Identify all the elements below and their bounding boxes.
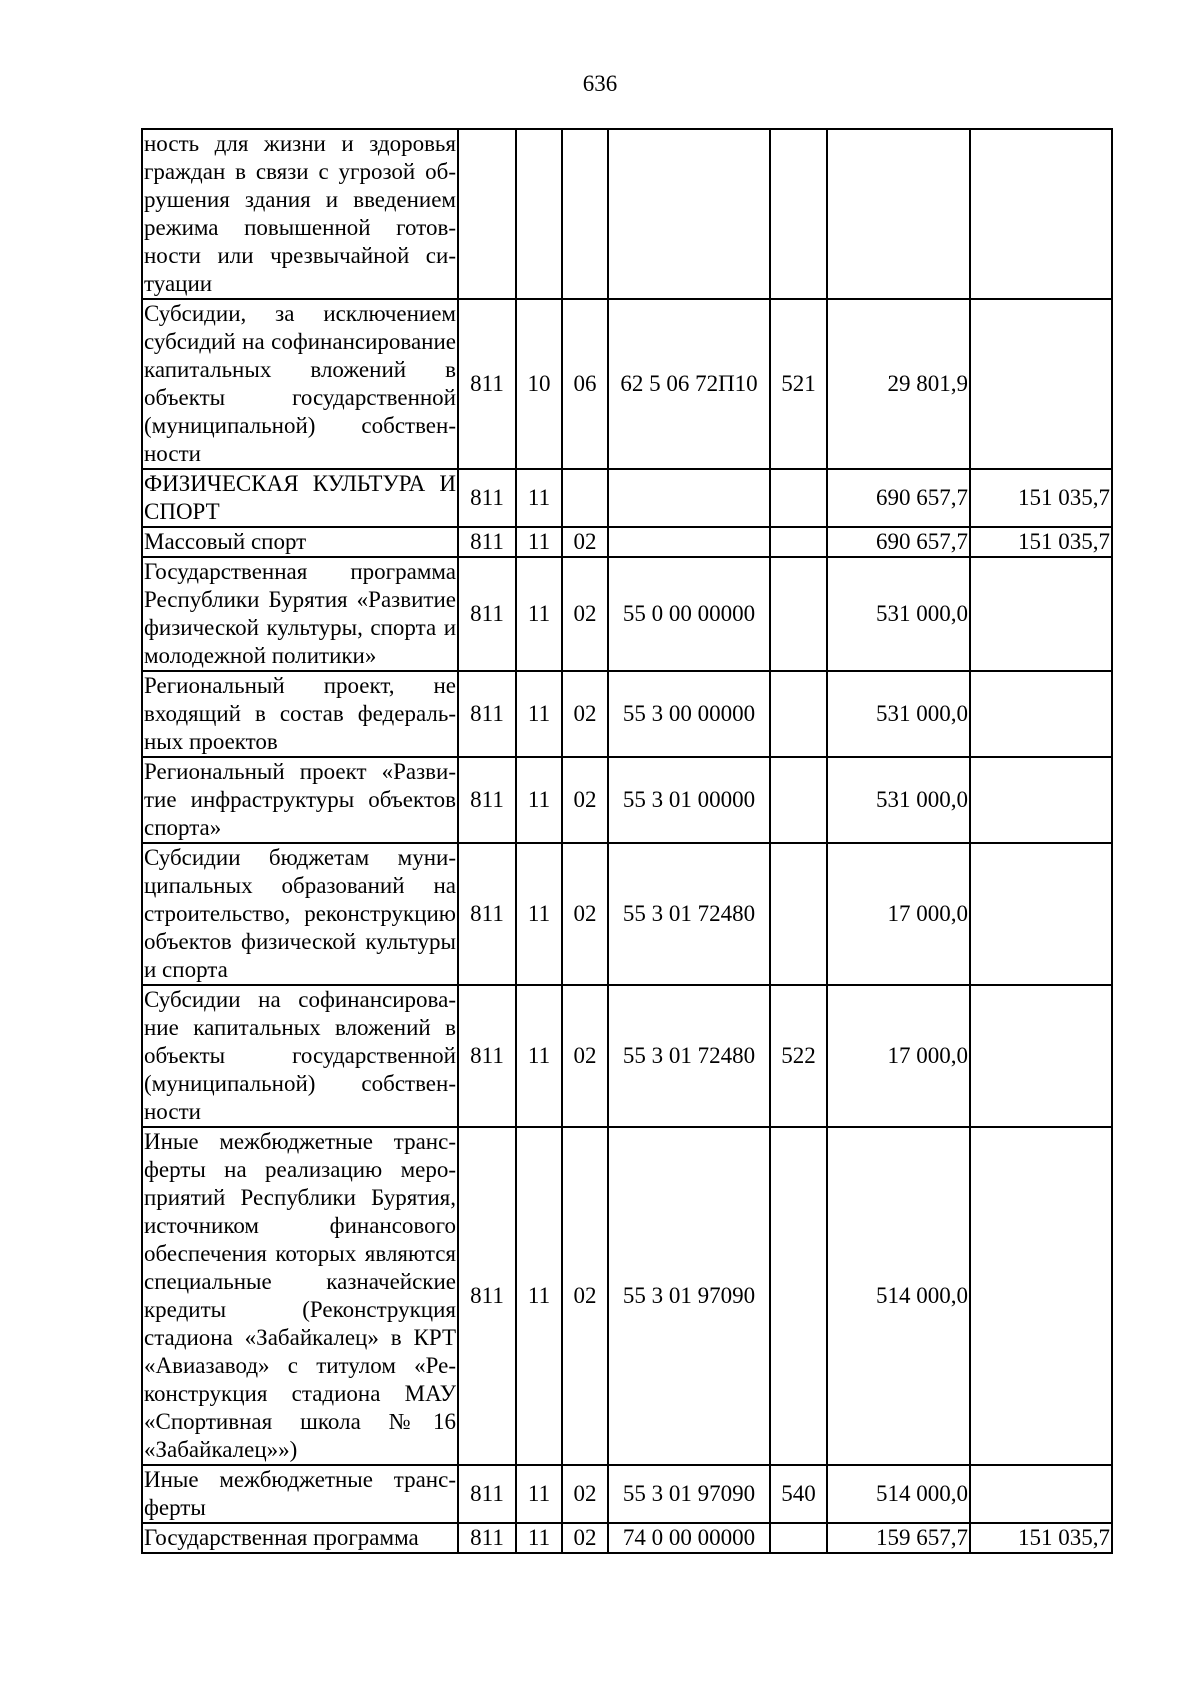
row-expense-type-cell [770,1523,827,1553]
row-grbs-cell: 811 [458,671,516,757]
row-target-article-cell: 55 3 01 97090 [608,1465,770,1523]
row-name-cell: Государственная программа Республики Бурятия «Развитие физической культуры, спорта и молодежной политики» [142,557,458,671]
row-target-article-cell [608,469,770,527]
row-section-cell: 10 [516,299,562,469]
table-row [142,1465,1112,1523]
row-amount-cell: 514 000,0 [827,1465,970,1523]
row-target-article-cell: 74 0 00 00000 [608,1523,770,1553]
row-expense-type-cell: 540 [770,1465,827,1523]
row-section-cell: 11 [516,527,562,557]
row-section-cell: 11 [516,671,562,757]
row-target-article-cell: 55 3 01 72480 [608,985,770,1127]
row-subsection-cell: 02 [562,1523,608,1553]
row-name-cell: Региональный проект «Развитие инфраструктуры объектов спорта» [142,757,458,843]
row-section-cell: 11 [516,757,562,843]
row-name-cell: Государственная программа [142,1523,458,1553]
row-federal-amount-cell: 151 035,7 [970,469,1112,527]
row-subsection-cell: 02 [562,1465,608,1523]
row-federal-amount-cell [970,985,1112,1127]
row-amount-cell: 29 801,9 [827,299,970,469]
row-grbs-cell: 811 [458,757,516,843]
row-grbs-cell: 811 [458,469,516,527]
row-federal-amount-cell: 151 035,7 [970,527,1112,557]
row-name-cell: ФИЗИЧЕСКАЯ КУЛЬТУРА И СПОРТ [142,469,458,527]
row-section-cell: 11 [516,557,562,671]
row-expense-type-cell [770,527,827,557]
row-target-article-cell: 55 3 00 00000 [608,671,770,757]
row-amount-cell [827,129,970,299]
row-target-article-cell: 55 0 00 00000 [608,557,770,671]
table-row [142,129,1112,299]
row-expense-type-cell [770,757,827,843]
row-expense-type-cell [770,129,827,299]
row-target-article-cell [608,527,770,557]
row-name-cell: Субсидии на софинансирование капитальных вложений в объекты государственной (муниципальной) собственности [142,985,458,1127]
row-name-cell: Субсидии бюджетам муниципальных образований на строительство, реконструкцию объектов физической культуры и спорта [142,843,458,985]
row-target-article-cell: 62 5 06 72П10 [608,299,770,469]
row-expense-type-cell [770,671,827,757]
row-subsection-cell: 02 [562,843,608,985]
row-section-cell [516,129,562,299]
row-amount-cell: 531 000,0 [827,671,970,757]
row-expense-type-cell [770,557,827,671]
row-grbs-cell: 811 [458,1465,516,1523]
row-expense-type-cell: 521 [770,299,827,469]
row-amount-cell: 514 000,0 [827,1127,970,1465]
row-subsection-cell [562,129,608,299]
table-row [142,527,1112,557]
row-subsection-cell: 02 [562,557,608,671]
row-section-cell: 11 [516,1127,562,1465]
row-target-article-cell: 55 3 01 97090 [608,1127,770,1465]
row-grbs-cell: 811 [458,985,516,1127]
table-row [142,1127,1112,1465]
row-section-cell: 11 [516,985,562,1127]
row-name-cell: Массовый спорт [142,527,458,557]
row-expense-type-cell [770,1127,827,1465]
row-amount-cell: 531 000,0 [827,757,970,843]
row-grbs-cell: 811 [458,527,516,557]
row-grbs-cell: 811 [458,1127,516,1465]
table-row [142,469,1112,527]
row-subsection-cell: 06 [562,299,608,469]
table-row [142,299,1112,469]
row-section-cell: 11 [516,1465,562,1523]
table-row [142,557,1112,671]
row-federal-amount-cell [970,1127,1112,1465]
table-row [142,1523,1112,1553]
row-federal-amount-cell: 151 035,7 [970,1523,1112,1553]
row-name-cell: Региональный проект, не входящий в состав федеральных проектов [142,671,458,757]
row-section-cell: 11 [516,1523,562,1553]
row-amount-cell: 17 000,0 [827,985,970,1127]
row-subsection-cell [562,469,608,527]
row-section-cell: 11 [516,843,562,985]
row-target-article-cell: 55 3 01 00000 [608,757,770,843]
row-expense-type-cell [770,469,827,527]
row-federal-amount-cell [970,757,1112,843]
row-federal-amount-cell [970,299,1112,469]
row-grbs-cell: 811 [458,299,516,469]
budget-table [141,128,1113,1554]
row-expense-type-cell [770,843,827,985]
row-name-cell: Иные межбюджетные трансферты на реализацию мероприятий Республики Бурятия, источником финансового обеспечения которых являются специальные казначейские кредиты (Реконструкция стадиона «Забайкалец» в КРТ «Авиазавод» с титулом «Реконструкция стадиона МАУ «Спортивная школа №16 «Забайкалец»») [142,1127,458,1465]
row-federal-amount-cell [970,671,1112,757]
row-target-article-cell: 55 3 01 72480 [608,843,770,985]
row-federal-amount-cell [970,843,1112,985]
row-federal-amount-cell [970,1465,1112,1523]
table-row [142,757,1112,843]
row-grbs-cell: 811 [458,1523,516,1553]
row-amount-cell: 531 000,0 [827,557,970,671]
row-name-cell: Иные межбюджетные трансферты [142,1465,458,1523]
table-row [142,985,1112,1127]
page-number: 636 [582,71,618,96]
row-amount-cell: 690 657,7 [827,527,970,557]
row-amount-cell: 17 000,0 [827,843,970,985]
row-name-cell: ность для жизни и здоровья граждан в связи с угрозой обрушения здания и введением режима повышенной готовности или чрезвычайной ситуации [142,129,458,299]
row-grbs-cell [458,129,516,299]
table-row [142,671,1112,757]
row-subsection-cell: 02 [562,1127,608,1465]
row-section-cell: 11 [516,469,562,527]
row-grbs-cell: 811 [458,557,516,671]
row-amount-cell: 159 657,7 [827,1523,970,1553]
row-subsection-cell: 02 [562,671,608,757]
row-subsection-cell: 02 [562,985,608,1127]
row-subsection-cell: 02 [562,757,608,843]
row-federal-amount-cell [970,129,1112,299]
row-target-article-cell [608,129,770,299]
row-subsection-cell: 02 [562,527,608,557]
table-row [142,843,1112,985]
row-expense-type-cell: 522 [770,985,827,1127]
row-name-cell: Субсидии, за исключением субсидий на софинансирование капитальных вложений в объекты государственной (муниципальной) собственности [142,299,458,469]
row-grbs-cell: 811 [458,843,516,985]
row-amount-cell: 690 657,7 [827,469,970,527]
row-federal-amount-cell [970,557,1112,671]
